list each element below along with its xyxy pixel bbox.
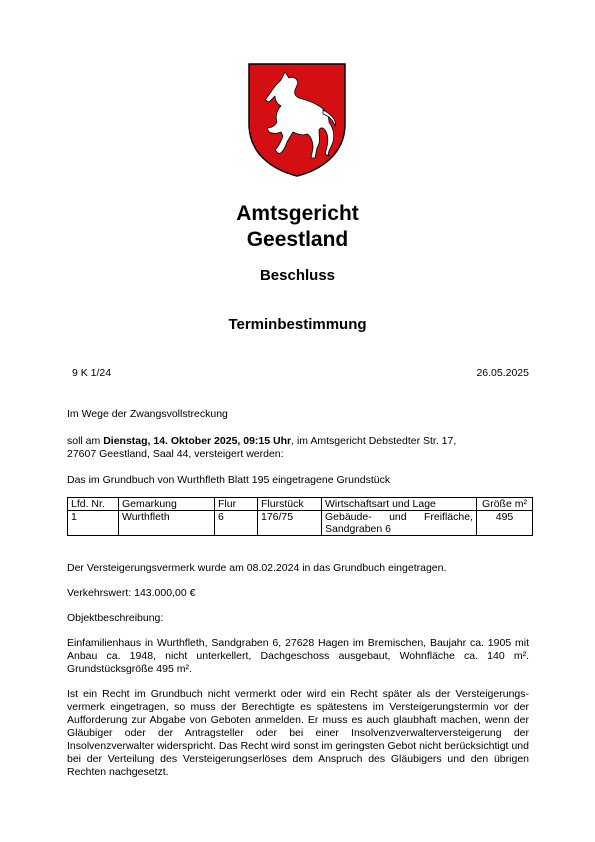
- verkehrswert-text: Verkehrswert: 143.000,00 €: [67, 587, 196, 599]
- col-header: Gemarkung: [119, 498, 215, 511]
- col-header: Wirtschaftsart und Lage: [322, 498, 477, 511]
- auction-prefix: soll am: [67, 435, 104, 447]
- auction-location: 27607 Geestland, Saal 44, versteigert werden:: [67, 448, 284, 460]
- table-cell: Gebäude- und Freifläche, Sandgraben 6: [322, 511, 477, 536]
- intro-text: Im Wege der Zwangsvollstreckung: [67, 408, 228, 420]
- col-header: Flurstück: [258, 498, 322, 511]
- document-type: Beschluss: [259, 267, 336, 284]
- table-header-row: [68, 498, 533, 511]
- auction-suffix: , im Amtsgericht Debstedter Str. 17,: [291, 435, 457, 447]
- table-row: [68, 511, 533, 536]
- col-header: Lfd. Nr.: [68, 498, 119, 511]
- table-cell: 1: [68, 511, 119, 536]
- objekt-label: Objektbeschreibung:: [67, 612, 164, 624]
- table-cell: 176/75: [258, 511, 322, 536]
- document-title: Terminbestimmung: [228, 316, 367, 333]
- court-name-line1: Amtsgericht: [236, 202, 359, 225]
- lower-saxony-horse-crest-icon: [247, 62, 347, 178]
- objekt-description: Einfamilienhaus in Wurthfleth, Sandgraben 6, 27628 Hagen im Bremischen, Baujahr ca. 1905 mit Anbau ca. 1948, nicht unterkellert, Dachgeschoss ausgebaut, Wohnfläche ca. 140 m². Grundstücksgröße 495 m².: [67, 637, 529, 675]
- court-name-line2: Geestland: [246, 228, 349, 251]
- table-cell: Wurthfleth: [119, 511, 215, 536]
- col-header: Flur: [215, 498, 258, 511]
- table-cell: 495: [477, 511, 533, 536]
- property-table: [67, 497, 533, 536]
- auction-date: Dienstag, 14. Oktober 2025, 09:15 Uhr: [103, 435, 292, 447]
- vermerk-text: Der Versteigerungsvermerk wurde am 08.02.2024 in das Grundbuch eingetragen.: [67, 562, 447, 574]
- col-header: Größe m²: [477, 498, 533, 511]
- file-number: 9 K 1/24: [72, 367, 112, 379]
- auction-details: [67, 435, 529, 461]
- document-date: 26.05.2025: [476, 367, 529, 379]
- rights-notice: Ist ein Recht im Grundbuch nicht vermerkt oder wird ein Recht später als der Versteigerungs-vermerk eingetragen, so muss der Berechtigte es spätestens im Versteigerungstermin vor der Aufforderung zur Abgabe von Geboten anmelden. Er muss es auch glaubhaft machen, wenn der Gläubiger oder der Antragsteller oder bei einer Insolvenzverwalterversteigerung der Insolvenzverwalter widerspricht. Das Recht wird sonst im geringsten Gebot nicht berücksichtigt und bei der Verteilung des Versteigerungserlöses dem Anspruch des Gläubigers und den übrigen Rechten nachgesetzt.: [67, 688, 529, 778]
- grundbuch-text: Das im Grundbuch von Wurthfleth Blatt 195 eingetragene Grundstück: [67, 474, 391, 486]
- table-cell: 6: [215, 511, 258, 536]
